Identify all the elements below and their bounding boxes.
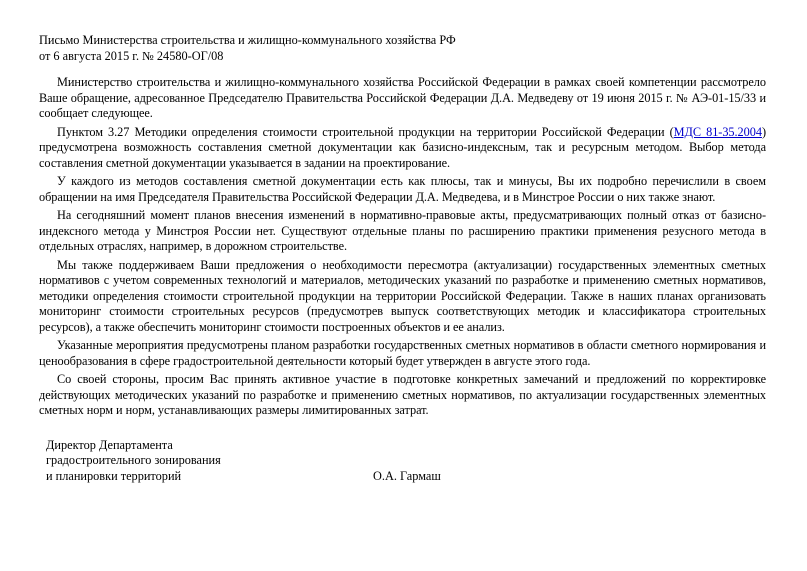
paragraph-2-text-before: Пунктом 3.27 Методики определения стоимости строительной продукции на территории Российской Федерации ( — [57, 124, 674, 139]
paragraph-2 — [39, 125, 766, 172]
paragraph-2-text-after: ) предусмотрена возможность составления сметной документации как базисно-индексным, так и ресурсным методом. Выбор метода составления сметной документации указывается в задании на проектирование. — [39, 124, 766, 170]
letter-body — [39, 75, 766, 419]
letter-title: Письмо Министерства строительства и жилищно-коммунального хозяйства РФ — [39, 33, 456, 47]
signer-name: О.А. Гармаш — [373, 468, 441, 483]
mds-document-link[interactable]: МДС 81-35.2004 — [673, 124, 762, 139]
paragraph-6: Указанные мероприятия предусмотрены планом разработки государственных сметных нормативов в области сметного нормирования и ценообразования в сфере градостроительной деятельности который будет утвержден в августе этого года. — [39, 338, 766, 368]
paragraph-4: На сегодняшний момент планов внесения изменений в нормативно-правовые акты, предусматривающих полный отказ от базисно-индексного метода у Минстроя России нет. Существуют отдельные планы по расширению практики применения резусного метода в отдельных отраслях, например, в дорожном строительстве. — [39, 208, 766, 253]
paragraph-5: Мы также поддерживаем Ваши предложения о необходимости пересмотра (актуализации) государственных элементных сметных нормативов с учетом современных технологий и материалов, методических указаний по разработке и применению сметных нормативов, методики определения стоимости строительной продукции на территории Российской Федерации. Также в наших планах организовать мониторинг стоимости строительных ресурсов (предусмотрев выпуск соответствующих методик и классификатора строительных ресурсов), а также обеспечить мониторинг стоимости построенных объектов и ее анализ. — [39, 257, 766, 334]
letter-date-number: от 6 августа 2015 г. № 24580-ОГ/08 — [39, 48, 224, 63]
signature-block — [46, 438, 766, 488]
paragraph-1: Министерство строительства и жилищно-коммунального хозяйства Российской Федерации в рамках своей компетенции рассмотрело Ваше обращение, адресованное Председателю Правительства Российской Федерации Д.А. Медведеву от 19 июня 2015 г. № АЭ-01-15/33 и сообщает следующее. — [39, 75, 766, 120]
letter-page — [39, 33, 766, 488]
letter-header — [39, 33, 766, 64]
signer-title-line-2: градостроительного зонирования — [46, 453, 221, 467]
signer-title-line-1: Директор Департамента — [46, 437, 173, 452]
paragraph-7: Со своей стороны, просим Вас принять активное участие в подготовке конкретных замечаний и предложений по корректировке действующих методических указаний по разработке и применению сметных нормативов, по актуализации государственных элементных сметных норм и норм, устанавливающих размеры лимитированных затрат. — [39, 372, 766, 417]
paragraph-3: У каждого из методов составления сметной документации есть как плюсы, так и минусы, Вы их подробно перечислили в своем обращении на имя Председателя Правительства Российской Федерации Д.А. Медведева, и в Минстрое России о них также знают. — [39, 174, 766, 204]
signer-title-line-3: и планировки территорий — [46, 468, 182, 483]
